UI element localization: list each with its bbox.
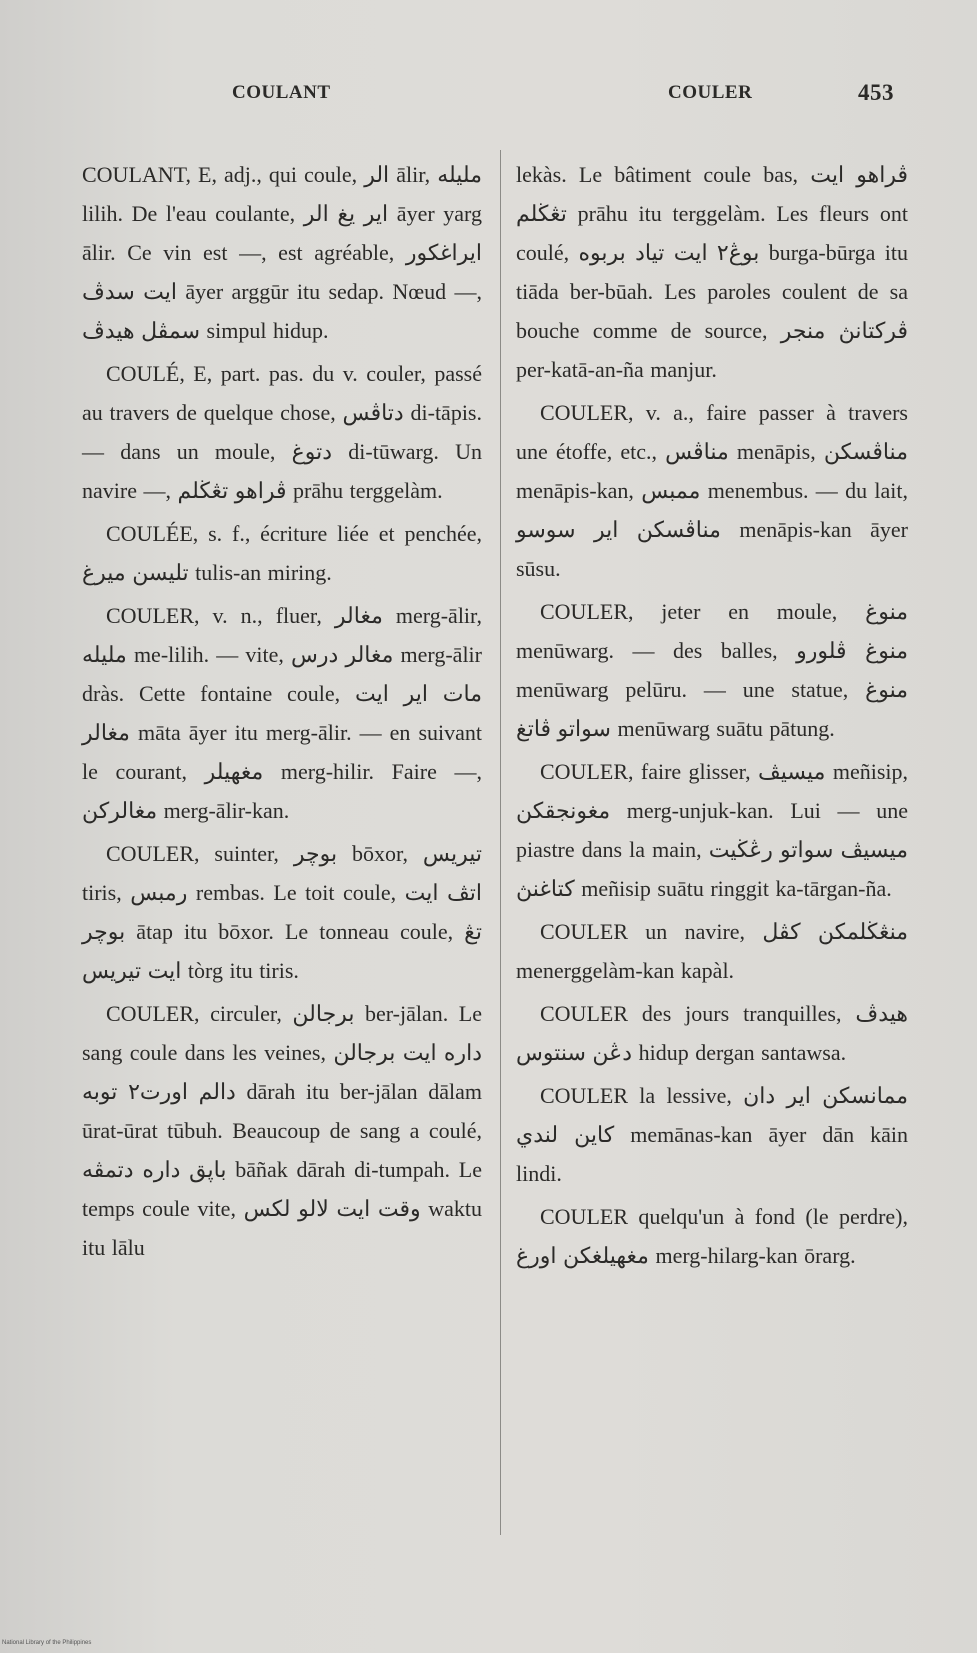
page-number: 453	[858, 80, 894, 105]
entry-couler-va: COULER, v. a., faire passer à travers une étoffe, etc., مناڤس menāpis, مناڤسکن menāpis-kan, ممبس menembus. — du lait, مناڤسکن اير سوسو menāpis-kan āyer sūsu.	[516, 400, 908, 581]
entry-couler-fond: COULER quelqu'un à fond (le perdre), مغهيلغکن اورغ merg-hilarg-kan ōrarg.	[516, 1204, 908, 1268]
column-divider	[500, 150, 501, 1535]
entry-coule: COULÉ, E, part. pas. du v. couler, passé au travers de quelque chose, دتاڤس di-tāpis. — dans un moule, دتوغ di-tūwarg. Un navire —, ڤراهو تڠڬلم prāhu terggelàm.	[82, 361, 482, 503]
entry-couler-vn: COULER, v. n., fluer, مغالر merg-ālir, مليله me-lilih. — vite, مغالر درس merg-ālir dràs. Cette fontaine coule, مات اير ايت مغالر māta āyer itu merg-ālir. — en suivant le courant, مغهيلر merg-hilir. Faire —, مغالرکن merg-ālir-kan.	[82, 603, 482, 823]
header-left-word: COULANT	[232, 82, 331, 103]
header-right-word: COULER	[668, 82, 753, 103]
entry-couler-navire: COULER un navire, منڠڬلمکن کڤل menerggelàm-kan kapàl.	[516, 919, 908, 983]
entry-continuation: lekàs. Le bâtiment coule bas, ڤراهو ايت تڠڬلم prāhu itu terggelàm. Les fleurs ont coulé, بوڠ٢ ايت تياد بربوه burga-būrga itu tiāda ber-būah. Les paroles coulent de sa bouche comme de source, ڤرکتانڽ منجر per-katā-an-ña manjur.	[516, 162, 908, 382]
entry-coulee: COULÉE, s. f., écriture liée et penchée, تليسن ميرغ tulis-an miring.	[82, 521, 482, 585]
scan-footer: National Library of the Philippines	[2, 1640, 92, 1646]
page-header	[0, 78, 977, 108]
entry-coulant: COULANT, E, adj., qui coule, الر ālir, مليله lilih. De l'eau coulante, اير يغ الر āyer yarg ālir. Ce vin est —, est agréable, ايراغکور ايت سدڤ āyer arggūr itu sedap. Nœud —, سمڤل هيدڤ simpul hidup.	[82, 162, 482, 343]
entry-couler-suinter: COULER, suinter, بوچر bōxor, تيريس tiris, رمبس rembas. Le toit coule, اتڤ ايت بوچر ātap itu bōxor. Le tonneau coule, تڠ ايت تيريس tòrg itu tiris.	[82, 841, 482, 983]
entry-couler-lessive: COULER la lessive, ممانسکن اير دان کاين لندي memānas-kan āyer dān kāin lindi.	[516, 1083, 909, 1186]
entry-couler-jours: COULER des jours tranquilles, هيدڤ دڠن سنتوس hidup dergan santawsa.	[516, 1001, 908, 1065]
right-column	[516, 155, 908, 1279]
entry-couler-moule: COULER, jeter en moule, منوغ menūwarg. — des balles, منوغ ڤلورو menūwarg pelūru. — une statue, منوغ سواتو ڤاتغ menūwarg suātu pātung.	[516, 599, 908, 741]
entry-couler-circuler: COULER, circuler, برجالن ber-jālan. Le sang coule dans les veines, داره ايت برجالن دالم اورت٢ توبه dārah itu ber-jālan dālam ūrat-ūrat tūbuh. Beaucoup de sang a coulé, باڽق داره دتمڤه bāñak dārah di-tumpah. Le temps coule vite, وقت ايت لالو لکس waktu itu lālu	[82, 1001, 483, 1260]
entry-couler-glisser: COULER, faire glisser, ميسيڤ meñisip, مغونجقکن merg-unjuk-kan. Lui — une piastre dans la main, ميسيڤ سواتو رڠڬيت کتاغنڽ meñisip suātu ringgit ka-tārgan-ña.	[516, 759, 908, 901]
left-column	[82, 155, 482, 1271]
